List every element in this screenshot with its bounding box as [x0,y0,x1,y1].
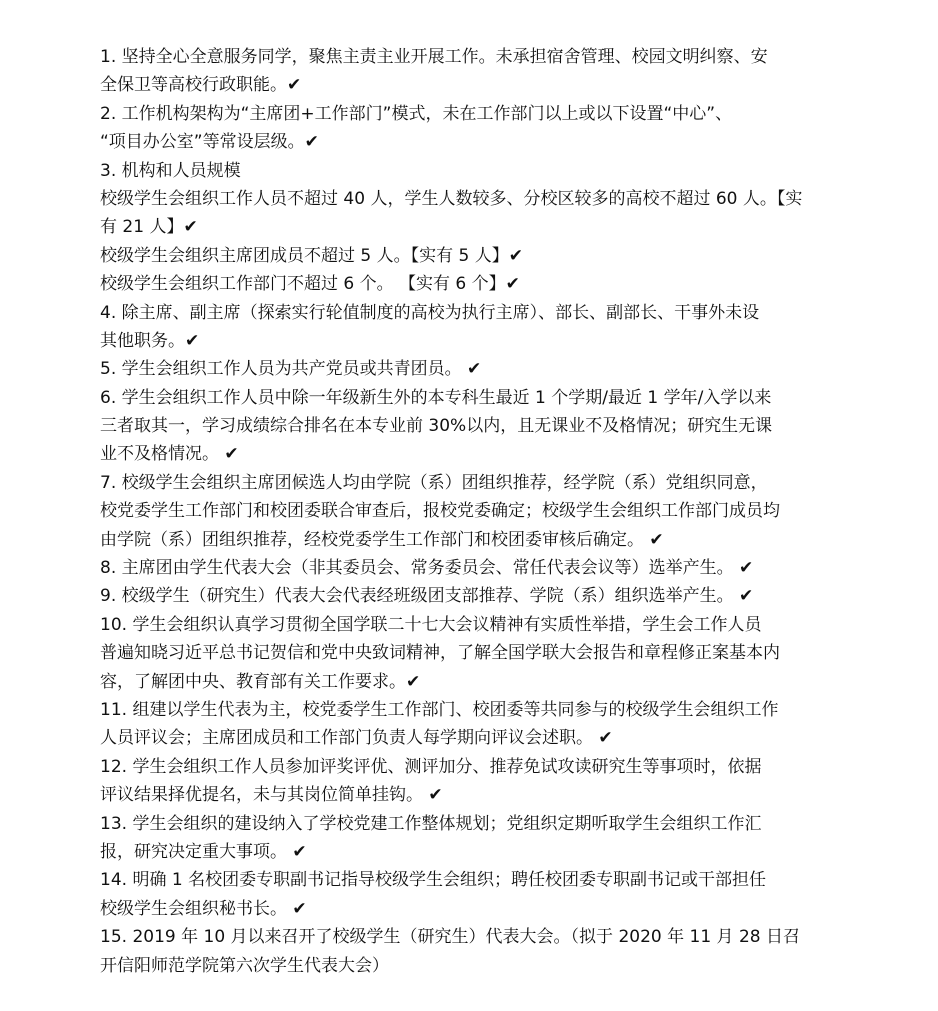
text-line: 13. 学生会组织的建设纳入了学校党建工作整体规划；党组织定期听取学生会组织工作汇 [100,813,762,834]
text-line: 校级学生会组织主席团成员不超过 5 人。【实有 5 人】✔ [100,245,523,266]
text-line: 报，研究决定重大事项。 ✔ [100,841,307,862]
text-line: 校级学生会组织工作部门不超过 6 个。 【实有 6 个】✔ [100,274,520,295]
document-body [100,43,857,980]
text-line: 5. 学生会组织工作人员为共产党员或共青团员。 ✔ [100,359,482,380]
text-line: 10. 学生会组织认真学习贯彻全国学联二十七大会议精神有实质性举措，学生会工作人员 [100,614,762,635]
text-line: 6. 学生会组织工作人员中除一年级新生外的本专科生最近 1 个学期/最近 1 学年/入学以来 [100,387,772,408]
text-line: “项目办公室”等常设层级。✔ [100,132,319,153]
text-line: 校级学生会组织工作人员不超过 40 人，学生人数较多、分校区较多的高校不超过 60 人。【实 [100,188,803,209]
text-line: 9. 校级学生（研究生）代表大会代表经班级团支部推荐、学院（系）组织选举产生。 ✔ [100,586,754,607]
text-line: 评议结果择优提名，未与其岗位简单挂钩。 ✔ [100,785,443,806]
text-line: 15. 2019 年 10 月以来召开了校级学生（研究生）代表大会。（拟于 2020 年 11 月 28 日召 [100,927,800,948]
text-line: 校级学生会组织秘书长。 ✔ [100,898,307,919]
text-line: 4. 除主席、副主席（探索实行轮值制度的高校为执行主席）、部长、副部长、干事外未设 [100,302,760,323]
text-line: 校党委学生工作部门和校团委联合审查后，报校党委确定；校级学生会组织工作部门成员均 [100,501,780,522]
text-line: 由学院（系）团组织推荐，经校党委学生工作部门和校团委审核后确定。 ✔ [100,529,664,550]
text-line: 人员评议会；主席团成员和工作部门负责人每学期向评议会述职。 ✔ [100,728,613,749]
text-line: 普遍知晓习近平总书记贺信和党中央致词精神，了解全国学联大会报告和章程修正案基本内 [100,643,780,664]
text-line: 1. 坚持全心全意服务同学，聚焦主责主业开展工作。未承担宿舍管理、校园文明纠察、安 [100,47,768,67]
text-line: 8. 主席团由学生代表大会（非其委员会、常务委员会、常任代表会议等）选举产生。 ✔ [100,558,754,579]
text-line: 7. 校级学生会组织主席团候选人均由学院（系）团组织推荐，经学院（系）党组织同意， [100,472,768,493]
text-line: 12. 学生会组织工作人员参加评奖评优、测评加分、推荐免试攻读研究生等事项时，依据 [100,756,762,777]
text-line: 其他职务。✔ [100,330,200,351]
text-line: 全保卫等高校行政职能。✔ [100,75,302,96]
text-line: 14. 明确 1 名校团委专职副书记指导校级学生会组织；聘任校团委专职副书记或干部担任 [100,870,767,891]
text-line: 业不及格情况。 ✔ [100,444,239,465]
text-line: 容，了解团中央、教育部有关工作要求。✔ [100,671,421,692]
text-line: 11. 组建以学生代表为主，校党委学生工作部门、校团委等共同参与的校级学生会组织工作 [100,699,779,720]
text-line: 3. 机构和人员规模 [100,160,241,181]
text-line: 有 21 人】✔ [100,217,198,238]
text-line: 开信阳师范学院第六次学生代表大会） [100,955,389,976]
text-line: 2. 工作机构架构为“主席团+工作部门”模式，未在工作部门以上或以下设置“中心”、 [100,103,733,124]
text-line: 三者取其一，学习成绩综合排名在本专业前 30%以内，且无课业不及格情况；研究生无课 [100,416,773,437]
